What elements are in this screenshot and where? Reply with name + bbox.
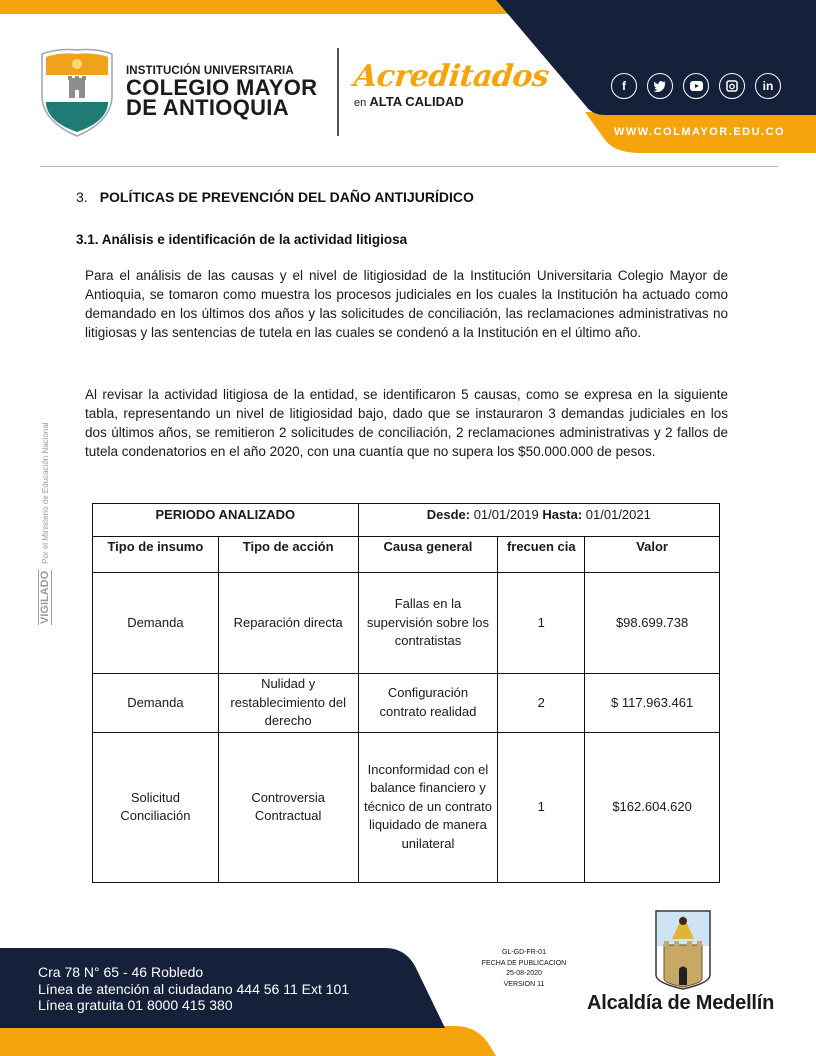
institution-name-line1: INSTITUCIÓN UNIVERSITARIA — [126, 65, 294, 78]
table-row — [93, 674, 720, 733]
cell-causa: Inconformidad con el balance financiero y técnico de un contrato liquidado de manera unilateral — [358, 732, 498, 882]
cell-causa: Fallas en la supervisión sobre los contratistas — [358, 573, 498, 674]
table-row — [93, 732, 720, 882]
accreditation-subtitle — [354, 94, 548, 109]
doc-version: VERSION 11 — [503, 980, 545, 988]
col-header-causa: Causa general — [358, 537, 498, 573]
cell-frecuencia: 2 — [498, 674, 585, 733]
footer-contact — [38, 964, 349, 1014]
col-header-valor: Valor — [585, 537, 720, 573]
paragraph-2: Al revisar la actividad litigiosa de la entidad, se identificaron 5 causas, como se expresa en la siguiente tabla, representando un nivel de litigiosidad bajo, dado que se instauraron 3 demandas judiciales en los dos últimos años, se remitieron 2 solicitudes de conciliación, 2 reclamaciones administrativas y 2 fallos de tutela condenatorios en el año 2020, con una cuantía que no supera los $50.000.000 de pesos. — [85, 387, 728, 459]
accreditation-text: ALTA CALIDAD — [369, 94, 464, 109]
header-rule — [40, 166, 778, 167]
alcaldia-name: Alcaldía de Medellín — [587, 992, 775, 1014]
section-title-text: POLÍTICAS DE PREVENCIÓN DEL DAÑO ANTIJURÍDICO — [99, 189, 474, 205]
to-label: Hasta: — [542, 507, 583, 522]
accreditation-script: Acreditados — [352, 59, 551, 94]
from-label: Desde: — [426, 507, 471, 522]
cell-frecuencia: 1 — [498, 573, 585, 674]
vigilado-text: Por el Ministerio de Educación Nacional — [40, 422, 50, 564]
footer-citizen-line: Línea de atención al ciudadano 444 56 11 Ext 101 — [38, 980, 350, 997]
cell-valor: $162.604.620 — [585, 732, 720, 882]
instagram-icon[interactable] — [719, 73, 745, 99]
footer-address: Cra 78 N° 65 - 46 Robledo — [38, 964, 204, 980]
cell-insumo: Solicitud Conciliación — [93, 732, 219, 882]
cell-accion: Controversia Contractual — [218, 732, 358, 882]
vigilado-stamp — [38, 422, 52, 625]
pub-label: FECHA DE PUBLICACION — [481, 959, 567, 967]
col-header-frecuencia: frecuen cia — [498, 537, 585, 573]
table-row — [93, 573, 720, 674]
youtube-icon[interactable] — [683, 73, 709, 99]
shield-crest-icon — [38, 46, 116, 138]
facebook-icon[interactable]: f — [611, 73, 637, 99]
header-divider — [337, 48, 339, 136]
cell-valor: $ 117.963.461 — [585, 674, 720, 733]
col-header-insumo: Tipo de insumo — [93, 537, 219, 573]
cell-insumo: Demanda — [93, 674, 219, 733]
table-header-row — [93, 537, 720, 573]
medellin-crest-icon — [654, 909, 712, 991]
cell-accion: Nulidad y restablecimiento del derecho — [218, 674, 358, 733]
cell-insumo: Demanda — [93, 573, 219, 674]
to-value: 01/01/2021 — [585, 507, 651, 522]
period-range — [358, 504, 719, 537]
website-link[interactable]: WWW.COLMAYOR.EDU.CO — [614, 126, 786, 138]
institution-name-line3: DE ANTIOQUIA — [126, 94, 289, 120]
col-header-accion: Tipo de acción — [218, 537, 358, 573]
subsection-title: 3.1. Análisis e identificación de la actividad litigiosa — [76, 232, 408, 247]
accreditation-badge — [352, 59, 551, 109]
accreditation-prefix: en — [354, 97, 367, 109]
litigation-table — [92, 503, 720, 883]
footer-toll-free: Línea gratuita 01 8000 415 380 — [38, 997, 233, 1013]
document-control-info — [466, 948, 582, 990]
institution-name-line2: COLEGIO MAYOR — [126, 74, 318, 100]
pub-date: 25-08-2020 — [506, 970, 542, 977]
section-title — [76, 189, 474, 205]
social-links — [611, 73, 781, 99]
doc-code: GL-GD-FR-01 — [502, 949, 546, 956]
section-number: 3. — [76, 189, 88, 205]
institution-logo[interactable] — [38, 46, 317, 138]
paragraph-1: Para el análisis de las causas y el nivel de litigiosidad de la Institución Universitaria Colegio Mayor de Antioquia, se tomaron como muestra los procesos judiciales en los cuales la Institución ha actuado como demandado en los últimos dos años y las solicitudes de conciliación, las reclamaciones administrativas no litigiosas y las sentencias de tutela en las cuales se condenó a la Institución en el último año. — [85, 268, 728, 340]
cell-accion: Reparación directa — [218, 573, 358, 674]
period-row — [93, 504, 720, 537]
cell-frecuencia: 1 — [498, 732, 585, 882]
cell-valor: $98.699.738 — [585, 573, 720, 674]
vigilado-mark: VIGILADO — [39, 570, 51, 624]
cell-causa: Configuración contrato realidad — [358, 674, 498, 733]
period-label: PERIODO ANALIZADO — [93, 504, 359, 537]
twitter-icon[interactable] — [647, 73, 673, 99]
from-value: 01/01/2019 — [473, 507, 539, 522]
linkedin-icon[interactable]: in — [755, 73, 781, 99]
